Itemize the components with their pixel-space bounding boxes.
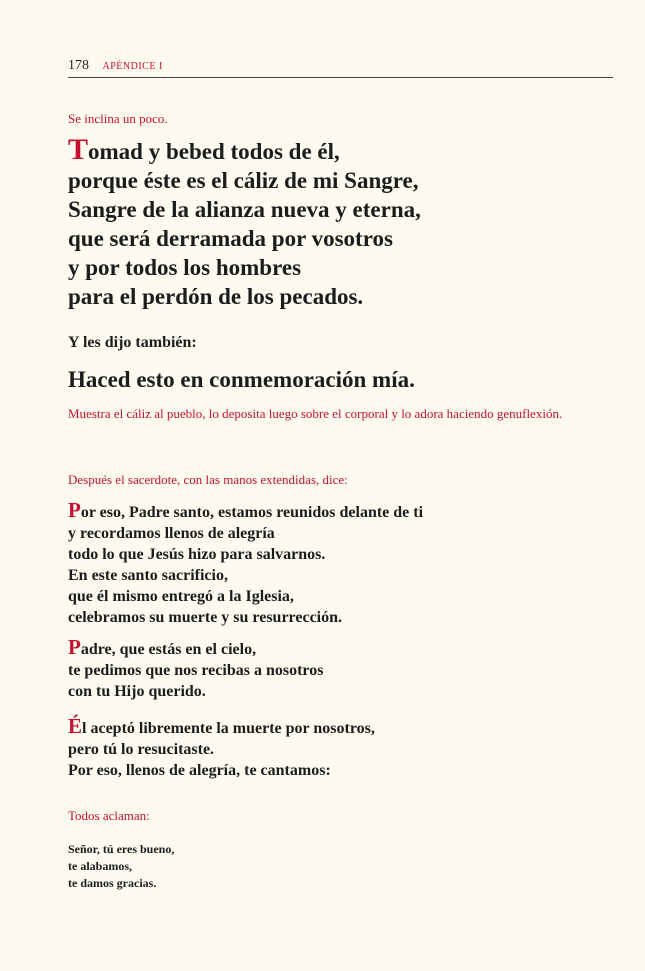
acclamation-line: te alabamos, — [68, 859, 132, 873]
rubric-inclina: Se inclina un poco. — [68, 111, 168, 126]
consecration-line: Sangre de la alianza nueva y eterna, — [68, 197, 421, 222]
drop-initial: T — [68, 133, 89, 166]
drop-initial: P — [68, 498, 81, 522]
acclamation-text — [68, 841, 174, 892]
acclamation-line: Señor, tú eres bueno, — [68, 842, 175, 856]
prayer-line: celebramos su muerte y su resurrección. — [68, 609, 343, 626]
rubric-muestra: Muestra el cáliz al pueblo, lo deposita luego sobre el corporal y lo adora haciendo genuflexión. — [68, 406, 563, 421]
rubric-despues: Después el sacerdote, con las manos extendidas, dice: — [68, 472, 348, 487]
section-title: APÉNDICE I — [102, 61, 163, 72]
prayer-line: te pedimos que nos recibas a nosotros — [68, 662, 324, 679]
running-header — [68, 58, 613, 78]
consecration-line: porque éste es el cáliz de mi Sangre, — [68, 168, 419, 193]
prayer-line: y recordamos llenos de alegría — [68, 525, 275, 542]
consecration-text — [68, 135, 421, 311]
prayer-line: Por eso, llenos de alegría, te cantamos: — [68, 762, 331, 779]
consecration-line: Tomad y bebed todos de él, — [68, 133, 340, 166]
consecration-line: para el perdón de los pecados. — [68, 284, 364, 309]
consecration-line: y por todos los hombres — [68, 255, 302, 280]
memorial-text: Haced esto en conmemoración mía. — [68, 367, 415, 392]
prayer-por-eso — [68, 500, 423, 628]
intro-text: Y les dijo también: — [68, 334, 197, 351]
prayer-line: que él mismo entregó a la Iglesia, — [68, 588, 294, 605]
acclamation-line: te damos gracias. — [68, 876, 157, 890]
rubric-todos: Todos aclaman: — [68, 808, 150, 823]
drop-initial: É — [68, 714, 83, 738]
drop-initial: P — [68, 635, 81, 659]
prayer-line: pero tú lo resucitaste. — [68, 741, 215, 758]
prayer-line: con tu Hijo querido. — [68, 683, 206, 700]
prayer-line: Por eso, Padre santo, estamos reunidos delante de ti — [68, 498, 424, 522]
consecration-line: que será derramada por vosotros — [68, 226, 393, 251]
prayer-line: Él aceptó libremente la muerte por nosotros, — [68, 714, 375, 738]
prayer-line: todo lo que Jesús hizo para salvarnos. — [68, 546, 326, 563]
prayer-line: En este santo sacrificio, — [68, 567, 228, 584]
prayer-padre — [68, 637, 323, 702]
prayer-line: Padre, que estás en el cielo, — [68, 635, 257, 659]
prayer-el-acepto — [68, 716, 375, 781]
page-number: 178 — [68, 58, 89, 73]
